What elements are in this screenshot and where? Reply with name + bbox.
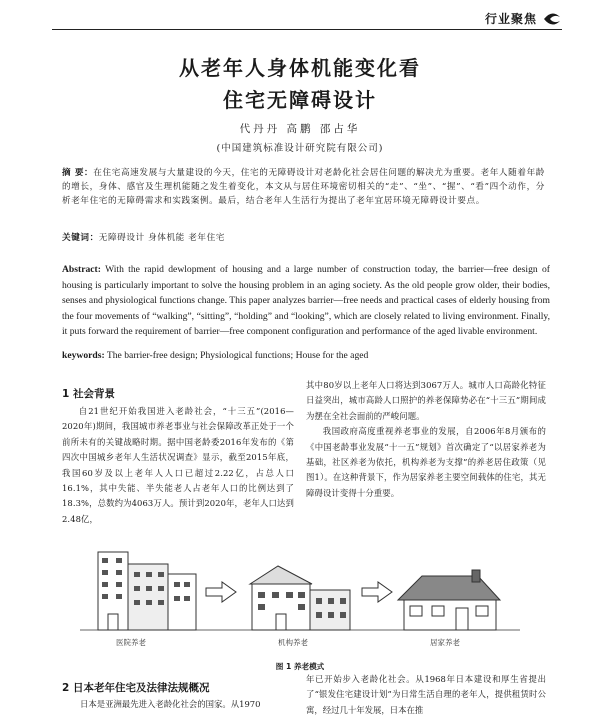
section-1-para-1-continued: 其中80岁以上老年人口将达到3067万人。城市人口高龄化特征日益突出，城市高龄人口照护的养老保障势必在“十三五”期间成为摆在全社会面前的严峻问题。 (306, 380, 546, 421)
title-line-2: 住宅无障碍设计 (223, 88, 377, 112)
house-icon (398, 570, 500, 630)
authors: 代丹丹 高鹏 邵占华 (239, 123, 361, 135)
keywords-cn-label: 关键词： (62, 233, 99, 243)
section-1-right-column (306, 378, 546, 501)
section-1-para-1: 自21世纪开始我国进入老龄社会，“十三五”(2016—2020年)期间，我国城市养老事业与社会保障改革正处于一个前所未有的关键战略时期。据中国老龄委2016年发布的《第四次中国城乡老年人生活状况调查》显示，截至2015年底，我国60岁及以上老年人人口已超过2.22亿，占总人口16.1%，其中失能、半失能老人占老年人口的比例达到了18.3%，总数约为4063万人。预计到2020年，老年人口达到2.48亿， (62, 406, 294, 524)
section-tag-text: 行业聚焦 (484, 12, 537, 26)
section-1-left-column (62, 404, 294, 527)
abstract-en-label: Abstract: (62, 264, 101, 275)
figure-1-caption: 图 1 养老模式 (275, 662, 325, 671)
arrow-right-icon (206, 582, 236, 602)
keywords-en-label: keywords: (62, 350, 105, 361)
arrow-right-icon (362, 582, 392, 602)
journal-section-tag (485, 10, 562, 27)
figure-1-elderly-care-models (80, 544, 520, 652)
abstract-cn-label: 摘 要： (62, 168, 94, 178)
journal-logo-icon (542, 11, 562, 27)
keywords-en-text: The barrier-free design; Physiological functions; House for the aged (106, 350, 369, 361)
abstract-en (62, 262, 550, 340)
section-1-para-2: 我国政府高度重视养老事业的发展，自2006年8月颁布的《中国老龄事业发展“十一五”规划》首次确定了“以居家养老为基础，社区养老为依托，机构养老为支撑”的养老居住政策（见图1）。在这种背景下，作为居家养老主要空间载体的住宅，其无障碍设计变得十分重要。 (306, 426, 546, 498)
header-rule (52, 29, 562, 30)
section-2-heading: 2 日本老年住宅及法律法规概况 (62, 682, 210, 694)
section-2-left-text: 日本是亚洲最先进入老龄化社会的国家。从1970 (80, 699, 261, 709)
abstract-cn (62, 166, 545, 209)
abstract-cn-text: 在住宅高速发展与大量建设的今天，住宅的无障碍设计对老龄化社会居住问题的解决尤为重要。老年人随着年龄的增长，身体、感官及生理机能随之发生着变化，本文从与居住环境密切相关的“走”、“坐”、“握”、“看”四个动作，分析老年住宅的无障碍需求和实践案例。最后，结合老年人生活行为提出了老年宜居环境无障碍设计要点。 (62, 168, 545, 207)
fig-label-hospital: 医院养老 (116, 638, 146, 647)
section-2-right-text: 年已开始步入老龄化社会。从1968年日本建设和厚生省提出了“银发住宅建设计划”为日常生活自理的老年人，提供租赁时公寓，经过几十年发展，日本在推 (306, 674, 546, 715)
fig-label-home: 居家养老 (430, 638, 460, 647)
fig-label-institution: 机构养老 (278, 638, 308, 647)
section-1-heading: 1 社会背景 (62, 388, 115, 400)
title-line-1: 从老年人身体机能变化看 (179, 56, 421, 80)
article-title (0, 52, 600, 116)
keywords-cn (62, 231, 545, 245)
keywords-en (62, 349, 550, 363)
keywords-cn-text: 无障碍设计 身体机能 老年住宅 (98, 233, 225, 243)
abstract-en-text: With the rapid dewlopment of housing and a large number of construction today, the barrier—free design of housing is particularly important to solve the housing problem in an aging society. As the old people grow older, their bodies, senses and physiological functions change. This paper analyzes barrier—free needs and practical cases of elderly housing from the four movements of “walking”, “sitting”, “holding” and “looking”, which are closely related to living environment. Finally, it puts forward the requirement of barrier—free component configuration and performance of the aged livable environment. (62, 264, 550, 337)
affiliation: (中国建筑标准设计研究院有限公司) (216, 143, 384, 154)
